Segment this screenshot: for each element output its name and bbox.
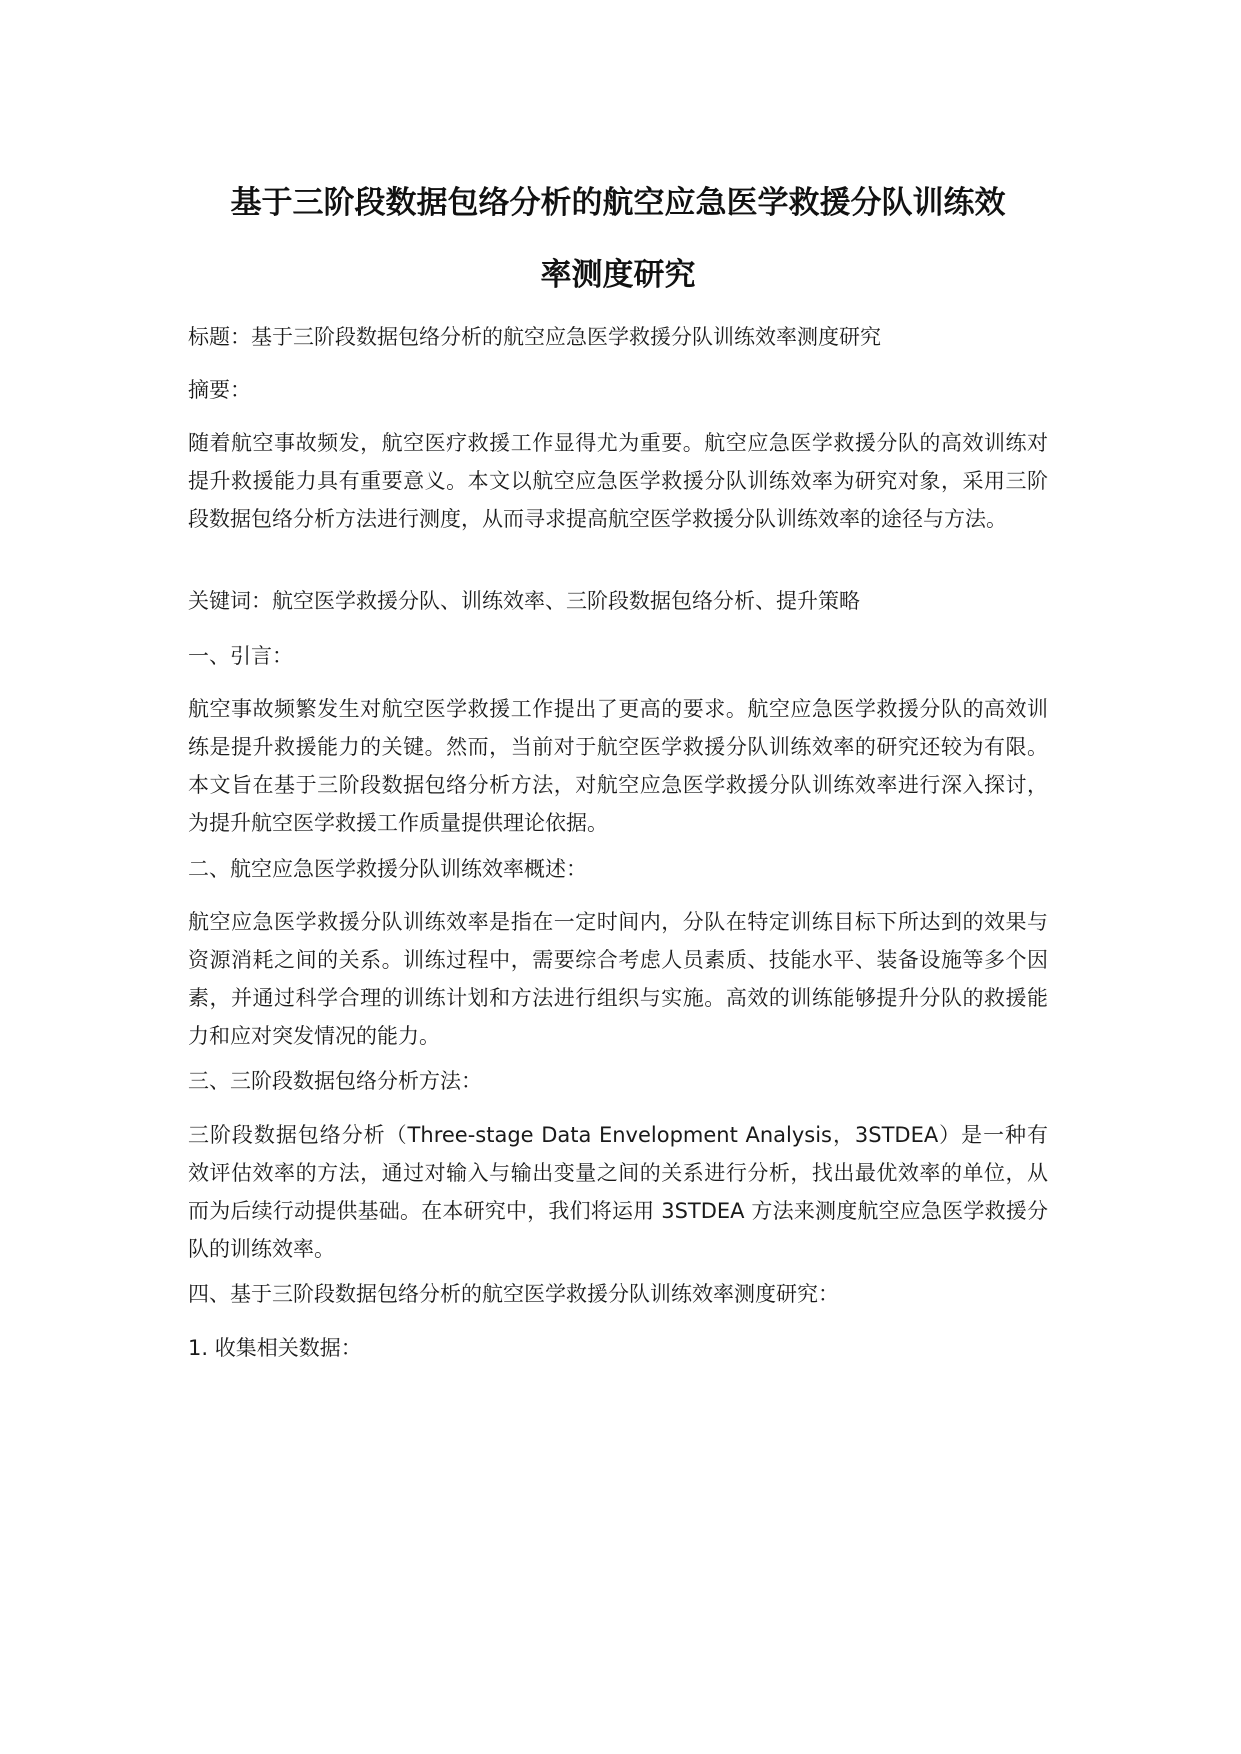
section-3-heading: 三、三阶段数据包络分析方法： [188, 1069, 482, 1093]
section-4-heading: 四、基于三阶段数据包络分析的航空医学救援分队训练效率测度研究： [188, 1282, 839, 1306]
document-title-line-1: 基于三阶段数据包络分析的航空应急医学救援分队训练效 [230, 185, 1006, 221]
section-1-body: 航空事故频繁发生对航空医学救援工作提出了更高的要求。航空应急医学救援分队的高效训练是提升救援能力的关键。然而，当前对于航空医学救援分队训练效率的研究还较为有限。本文旨在基于三阶段数据包络分析方法，对航空应急医学救援分队训练效率进行深入探讨，为提升航空医学救援工作质量提供理论依据。 [188, 697, 1048, 835]
section-2-body: 航空应急医学救援分队训练效率是指在一定时间内，分队在特定训练目标下所达到的效果与资源消耗之间的关系。训练过程中，需要综合考虑人员素质、技能水平、装备设施等多个因素，并通过科学合理的训练计划和方法进行组织与实施。高效的训练能够提升分队的救援能力和应对突发情况的能力。 [188, 910, 1048, 1048]
section-2-heading: 二、航空应急医学救援分队训练效率概述： [188, 857, 587, 881]
section-3-body: 三阶段数据包络分析（Three-stage Data Envelopment Analysis，3STDEA）是一种有效评估效率的方法，通过对输入与输出变量之间的关系进行分析，找出最优效率的单位，从而为后续行动提供基础。在本研究中，我们将运用 3STDEA 方法来测度航空应急医学救援分队的训练效率。 [188, 1123, 1048, 1261]
subsection-1-heading: 1. 收集相关数据： [188, 1336, 362, 1360]
abstract-body: 随着航空事故频发，航空医疗救援工作显得尤为重要。航空应急医学救援分队的高效训练对提升救援能力具有重要意义。本文以航空应急医学救援分队训练效率为研究对象，采用三阶段数据包络分析方法进行测度，从而寻求提高航空医学救援分队训练效率的途径与方法。 [188, 431, 1048, 531]
document-title-line-2: 率测度研究 [540, 257, 696, 293]
section-1-heading: 一、引言： [188, 644, 293, 668]
abstract-heading: 摘要： [188, 378, 251, 402]
keywords: 关键词：航空医学救援分队、训练效率、三阶段数据包络分析、提升策略 [188, 589, 860, 613]
title-label: 标题：基于三阶段数据包络分析的航空应急医学救援分队训练效率测度研究 [188, 325, 881, 349]
